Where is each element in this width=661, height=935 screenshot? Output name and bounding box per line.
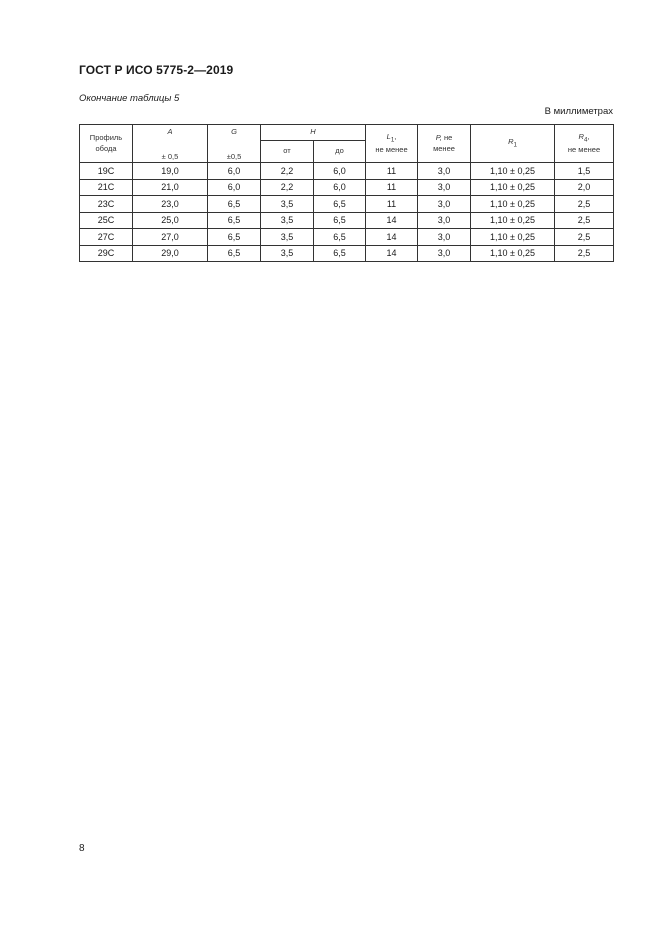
header-p <box>418 125 471 163</box>
cell-p: 3,0 <box>418 196 471 213</box>
cell-a: 27,0 <box>133 229 208 246</box>
cell-h-to: 6,0 <box>314 179 366 196</box>
header-a <box>133 125 208 163</box>
cell-r1: 1,10 ± 0,25 <box>471 229 555 246</box>
header-g <box>208 125 261 163</box>
cell-h-from: 3,5 <box>261 196 314 213</box>
cell-p: 3,0 <box>418 245 471 262</box>
header-p-name: P, <box>435 133 442 142</box>
cell-a: 25,0 <box>133 212 208 229</box>
dimensions-table <box>79 124 614 262</box>
cell-h-from: 2,2 <box>261 179 314 196</box>
cell-h-to: 6,5 <box>314 212 366 229</box>
cell-r1: 1,10 ± 0,25 <box>471 163 555 180</box>
header-p-suffix: не <box>441 133 453 142</box>
cell-g: 6,0 <box>208 179 261 196</box>
header-profile <box>80 125 133 163</box>
table-caption: Окончание таблицы 5 <box>79 93 180 104</box>
cell-p: 3,0 <box>418 212 471 229</box>
header-l1-name: L <box>386 131 391 141</box>
cell-r4: 2,0 <box>555 179 614 196</box>
cell-h-from: 3,5 <box>261 245 314 262</box>
cell-r4: 2,5 <box>555 229 614 246</box>
cell-h-from: 3,5 <box>261 212 314 229</box>
cell-profile: 25C <box>80 212 133 229</box>
cell-r4: 1,5 <box>555 163 614 180</box>
cell-profile: 23C <box>80 196 133 213</box>
cell-r1: 1,10 ± 0,25 <box>471 245 555 262</box>
table-row <box>80 163 614 180</box>
cell-r4: 2,5 <box>555 245 614 262</box>
cell-g: 6,0 <box>208 163 261 180</box>
cell-l1: 14 <box>366 245 418 262</box>
cell-l1: 14 <box>366 212 418 229</box>
page-number: 8 <box>79 843 85 854</box>
header-a-name: A <box>167 127 173 136</box>
document-title: ГОСТ Р ИСО 5775-2—2019 <box>79 63 234 77</box>
header-a-tolerance: ± 0,5 <box>161 151 179 161</box>
header-r1-name: R <box>508 136 514 146</box>
table-row <box>80 179 614 196</box>
table-row <box>80 229 614 246</box>
cell-profile: 19C <box>80 163 133 180</box>
header-l1-sub: 1 <box>390 136 395 144</box>
header-h: H <box>261 125 366 141</box>
header-h-from: от <box>261 141 314 163</box>
cell-a: 19,0 <box>133 163 208 180</box>
header-r1 <box>471 125 555 163</box>
header-r4-name: R <box>578 131 584 141</box>
cell-g: 6,5 <box>208 229 261 246</box>
cell-r1: 1,10 ± 0,25 <box>471 212 555 229</box>
cell-h-to: 6,0 <box>314 163 366 180</box>
cell-a: 23,0 <box>133 196 208 213</box>
header-r4-suffix: , <box>587 131 590 141</box>
cell-g: 6,5 <box>208 212 261 229</box>
cell-l1: 14 <box>366 229 418 246</box>
header-profile-line2: обода <box>95 143 117 153</box>
cell-profile: 21C <box>80 179 133 196</box>
cell-profile: 29C <box>80 245 133 262</box>
header-r4-line2: не менее <box>567 144 601 154</box>
cell-l1: 11 <box>366 196 418 213</box>
cell-r4: 2,5 <box>555 196 614 213</box>
header-r1-sub: 1 <box>513 141 517 149</box>
cell-p: 3,0 <box>418 163 471 180</box>
cell-p: 3,0 <box>418 229 471 246</box>
table-row <box>80 212 614 229</box>
cell-h-from: 2,2 <box>261 163 314 180</box>
cell-l1: 11 <box>366 163 418 180</box>
cell-r4: 2,5 <box>555 212 614 229</box>
header-r4 <box>555 125 614 163</box>
cell-a: 29,0 <box>133 245 208 262</box>
header-h-to: до <box>314 141 366 163</box>
cell-r1: 1,10 ± 0,25 <box>471 179 555 196</box>
cell-h-from: 3,5 <box>261 229 314 246</box>
header-g-name: G <box>231 127 237 136</box>
cell-h-to: 6,5 <box>314 245 366 262</box>
cell-g: 6,5 <box>208 245 261 262</box>
table-row <box>80 196 614 213</box>
cell-a: 21,0 <box>133 179 208 196</box>
cell-h-to: 6,5 <box>314 196 366 213</box>
header-profile-line1: Профиль <box>89 133 123 142</box>
cell-p: 3,0 <box>418 179 471 196</box>
header-p-line2: менее <box>433 143 455 153</box>
cell-l1: 11 <box>366 179 418 196</box>
header-g-tolerance: ±0,5 <box>226 151 242 161</box>
units-label: В миллиметрах <box>544 106 613 117</box>
header-l1-line2: не менее <box>375 144 408 154</box>
cell-r1: 1,10 ± 0,25 <box>471 196 555 213</box>
header-l1 <box>366 125 418 163</box>
header-r4-sub: 4 <box>583 136 588 144</box>
cell-profile: 27C <box>80 229 133 246</box>
header-l1-suffix: , <box>394 131 397 141</box>
cell-h-to: 6,5 <box>314 229 366 246</box>
table-row <box>80 245 614 262</box>
cell-g: 6,5 <box>208 196 261 213</box>
